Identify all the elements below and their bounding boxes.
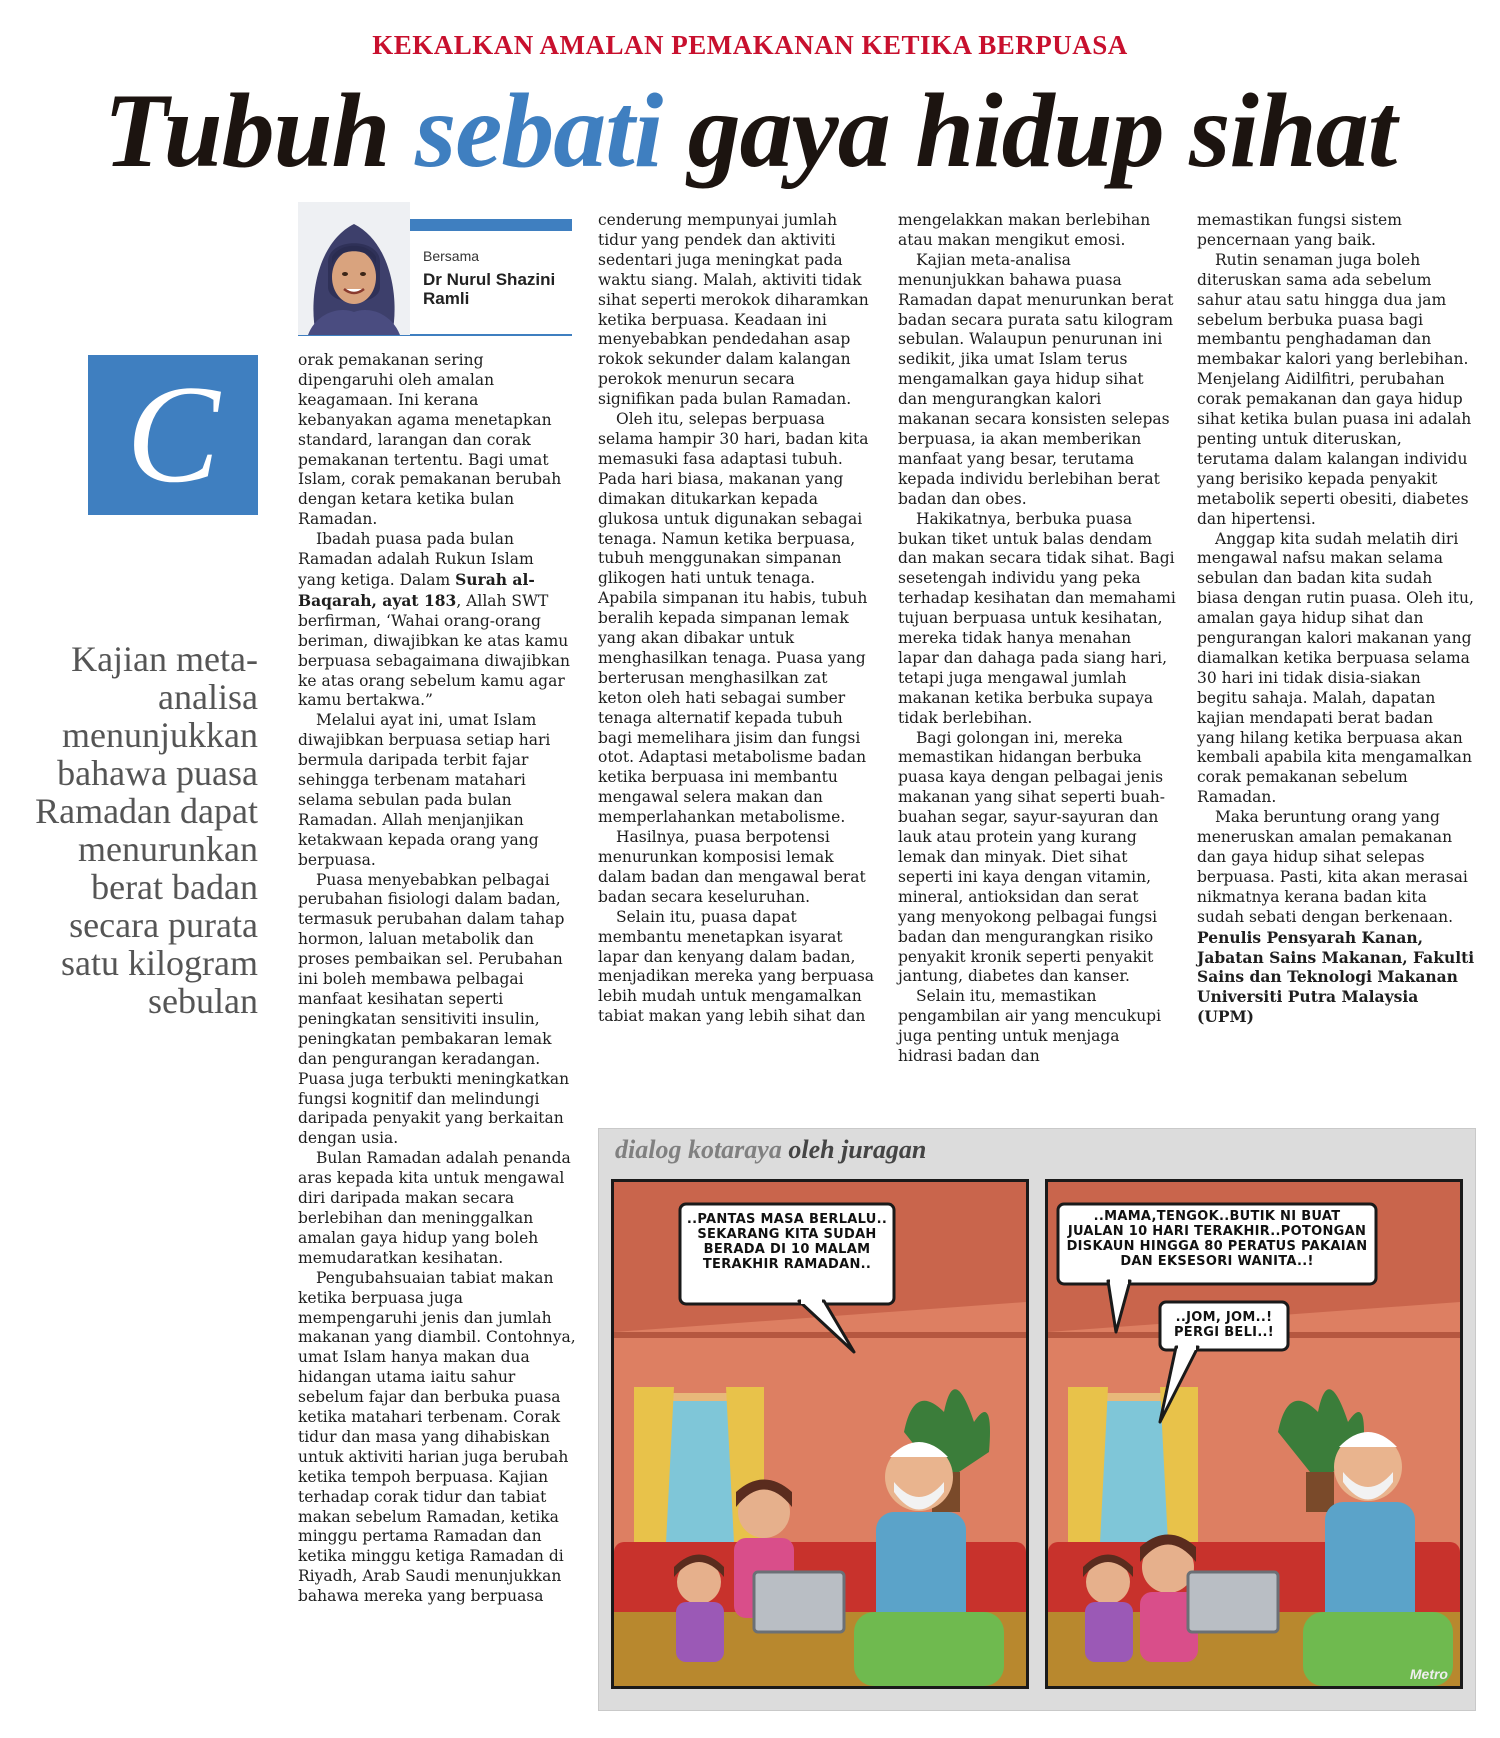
paragraph: cenderung mempunyai jumlah tidur yang pendek dan aktiviti sedentari juga meningkat pada waktu siang. Malah, aktiviti tidak sihat seperti merokok diharamkan ketika berpuasa. Keadaan ini menyebabkan pendedahan asap rokok sekunder dalam kalangan perokok menurun secara signifikan pada bulan Ramadan. bbox=[598, 211, 869, 409]
dropcap-box bbox=[88, 355, 258, 515]
dropcap-letter: C bbox=[126, 357, 220, 512]
paragraph: memastikan fungsi sistem pencernaan yang baik. bbox=[1197, 211, 1402, 249]
article-column-1 bbox=[298, 351, 576, 1607]
comic-panel-2 bbox=[1045, 1179, 1463, 1689]
comic-strip bbox=[598, 1128, 1476, 1711]
paragraph: Selain itu, puasa dapat membantu menetapkan isyarat lapar dan kenyang dalam badan, menjadikan mereka yang berpuasa lebih mudah untuk mengamalkan tabiat makan yang lebih sihat dan bbox=[598, 907, 875, 1026]
byline bbox=[298, 200, 572, 336]
author-note: Penulis Pensyarah Kanan, Jabatan Sains Makanan, Fakulti Sains dan Teknologi Makanan Universiti Putra Malaysia (UPM) bbox=[1197, 927, 1475, 1027]
kicker: KEKALKAN AMALAN PEMAKANAN KETIKA BERPUASA bbox=[372, 30, 1128, 60]
paragraph: Kajian meta-analisa menunjukkan bahawa puasa Ramadan dapat menurunkan berat badan secara purata satu kilogram sebulan. Walaupun penurunan ini sedikit, jika umat Islam terus mengamalkan gaya hidup sihat dan mengurangkan kalori makanan secara konsisten selepas berpuasa, ia akan memberikan manfaat yang besar, terutama kepada individu berlebihan berat badan dan obes. bbox=[898, 250, 1174, 508]
headline-accent: sebati bbox=[414, 72, 663, 189]
byline-name: Dr Nurul Shazini Ramli bbox=[423, 270, 556, 308]
headline-part-2: gaya hidup sihat bbox=[662, 72, 1397, 189]
publisher-stamp: Metro bbox=[1409, 1666, 1448, 1682]
speech-bubble: ..JOM, JOM..! PERGI BELI..! bbox=[1173, 1310, 1275, 1340]
paragraph: orak pemakanan sering dipengaruhi oleh amalan keagamaan. Ini kerana kebanyakan agama menetapkan standard, larangan dan corak pemakanan tertentu. Bagi umat Islam, corak pemakanan berubah dengan ketara ketika bulan Ramadan. bbox=[298, 351, 562, 529]
article-column-2 bbox=[598, 211, 876, 1027]
portrait-illustration bbox=[298, 202, 410, 335]
paragraph: Bulan Ramadan adalah penanda aras kepada kita untuk mengawal diri daripada makan secara berlebihan dan meninggalkan amalan gaya hidup yang boleh memudaratkan kesihatan. bbox=[298, 1149, 571, 1267]
author-portrait bbox=[298, 202, 410, 335]
headline-part-1: Tubuh bbox=[103, 72, 415, 189]
paragraph: mengelakkan makan berlebihan atau makan mengikut emosi. bbox=[898, 211, 1151, 249]
speech-bubble: ..MAMA,TENGOK..BUTIK NI BUAT JUALAN 10 HARI TERAKHIR..POTONGAN DISKAUN HINGGA 80 PERATUS PAKAIAN DAN EKSESORI WANITA..! bbox=[1066, 1209, 1368, 1269]
article-column-4 bbox=[1197, 211, 1475, 1027]
headline bbox=[0, 70, 1500, 192]
paragraph: Hasilnya, puasa berpotensi menurunkan komposisi lemak dalam badan dan mengawal berat badan secara keseluruhan. bbox=[598, 828, 866, 906]
paragraph: Rutin senaman juga boleh diteruskan sama ada sebelum sahur atau satu hingga dua jam sebelum berbuka puasa bagi membantu penghadaman dan membakar kalori yang berlebihan. Menjelang Aidilfitri, perubahan corak pemakanan dan gaya hidup sihat ketika bulan puasa ini adalah penting untuk diteruskan, terutama dalam kalangan individu yang berisiko kepada penyakit metabolik seperti obesiti, diabetes dan hipertensi. bbox=[1197, 250, 1472, 528]
paragraph-emphasis: Surah al-Baqarah, ayat 183 bbox=[298, 569, 535, 610]
paragraph: Hakikatnya, berbuka puasa bukan tiket untuk balas dendam dan makan secara tidak sihat. Bagi sesetengah individu yang peka terhadap kesihatan dan memahami tujuan berpuasa untuk kesihatan, mereka tidak hanya menahan lapar dan dahaga pada siang hari, tetapi juga mengawal jumlah makanan ketika berbuka supaya tidak berlebihan. bbox=[898, 509, 1176, 727]
speech-bubble: ..PANTAS MASA BERLALU.. SEKARANG KITA SUDAH BERADA DI 10 MALAM TERAKHIR RAMADAN.. bbox=[686, 1212, 888, 1272]
comic-author: oleh juragan bbox=[781, 1135, 927, 1164]
paragraph-text: , Allah SWT berfirman, ‘Wahai orang-orang beriman, diwajibkan ke atas kamu berpuasa sebagaimana diwajibkan ke atas orang sebelum kamu agar kamu bertakwa.” bbox=[298, 591, 570, 710]
paragraph: Oleh itu, selepas berpuasa selama hampir 30 hari, badan kita memasuki fasa adaptasi tubuh. Pada hari biasa, makanan yang dimakan ditukarkan kepada glukosa untuk digunakan sebagai tenaga. Namun ketika berpuasa, tubuh menggunakan simpanan glikogen hati untuk tenaga. Apabila simpanan itu habis, tubuh beralih kepada simpanan lemak yang akan dibakar untuk menghasilkan tenaga. Puasa yang berterusan menghasilkan zat keton oleh hati sebagai sumber tenaga alternatif kepada tubuh bagi memelihara jisim dan fungsi otot. Adaptasi metabolisme badan ketika berpuasa ini membantu mengawal selera makan dan memperlahankan metabolisme. bbox=[598, 410, 869, 827]
paragraph: Puasa menyebabkan pelbagai perubahan fisiologi dalam badan, termasuk perubahan dalam tahap hormon, laluan metabolik dan proses pembaikan sel. Perubahan ini boleh membawa pelbagai manfaat kesihatan seperti peningkatan sensitiviti insulin, peningkatan pembakaran lemak dan pengurangan keradangan. Puasa juga terbukti meningkatkan fungsi kognitif dan melindungi daripada penyakit yang berkaitan dengan usia. bbox=[298, 870, 570, 1148]
article-column-3 bbox=[898, 211, 1176, 1067]
paragraph: Anggap kita sudah melatih diri mengawal nafsu makan selama sebulan dan badan kita sudah biasa dengan rutin puasa. Oleh itu, amalan gaya hidup sihat dan pengurangan kalori makanan yang diamalkan ketika berpuasa selama 30 hari ini tidak disia-siakan begitu sahaja. Malah, dapatan kajian mendapati berat badan yang hilang ketika berpuasa akan kembali apabila kita mengamalkan corak pemakanan sebelum Ramadan. bbox=[1197, 529, 1474, 807]
paragraph: Selain itu, memastikan pengambilan air yang mencukupi juga penting untuk menjaga hidrasi badan dan bbox=[898, 987, 1162, 1066]
comic-title bbox=[615, 1135, 926, 1165]
pullquote: Kajian meta-analisa menunjukkan bahawa puasa Ramadan dapat menurunkan berat badan secara purata satu kilogram sebulan bbox=[35, 639, 258, 1021]
paragraph-text: Ibadah puasa pada bulan Ramadan adalah Rukun Islam yang ketiga. Dalam bbox=[298, 530, 534, 589]
paragraph: Bagi golongan ini, mereka memastikan hidangan berbuka puasa kaya dengan pelbagai jenis makanan yang sihat seperti buah-buahan segar, sayur-sayuran dan lauk atau protein yang kurang lemak dan minyak. Diet sihat seperti ini kaya dengan vitamin, mineral, antioksidan dan serat yang menyokong pelbagai fungsi badan dan mengurangkan risiko penyakit kronik seperti penyakit jantung, diabetes dan kanser. bbox=[898, 728, 1165, 986]
byline-with: Bersama bbox=[423, 248, 480, 264]
paragraph bbox=[298, 530, 576, 711]
paragraph: Maka beruntung orang yang meneruskan amalan pemakanan dan gaya hidup sihat selepas berpuasa. Pasti, kita akan merasai nikmatnya kerana badan kita sudah sebati dengan berkenaan. bbox=[1197, 808, 1468, 926]
paragraph: Melalui ayat ini, umat Islam diwajibkan berpuasa setiap hari bermula daripada terbit fajar sehingga terbenam matahari selama sebulan pada bulan Ramadan. Allah menjanjikan ketakwaan kepada orang yang berpuasa. bbox=[298, 711, 551, 869]
comic-panel-1 bbox=[611, 1179, 1029, 1689]
comic-series-name: dialog kotaraya bbox=[615, 1135, 782, 1164]
paragraph: Pengubahsuaian tabiat makan ketika berpuasa juga mempengaruhi jenis dan jumlah makanan yang diambil. Contohnya, umat Islam hanya makan dua hidangan utama iaitu sahur sebelum fajar dan berbuka puasa ketika matahari terbenam. Corak tidur dan masa yang dihabiskan untuk aktiviti harian juga berubah ketika tempoh berpuasa. Kajian terhadap corak tidur dan tabiat makan sebelum Ramadan, ketika minggu pertama Ramadan dan ketika minggu ketiga Ramadan di Riyadh, Arab Saudi menunjukkan bahawa mereka yang berpuasa bbox=[298, 1268, 576, 1606]
